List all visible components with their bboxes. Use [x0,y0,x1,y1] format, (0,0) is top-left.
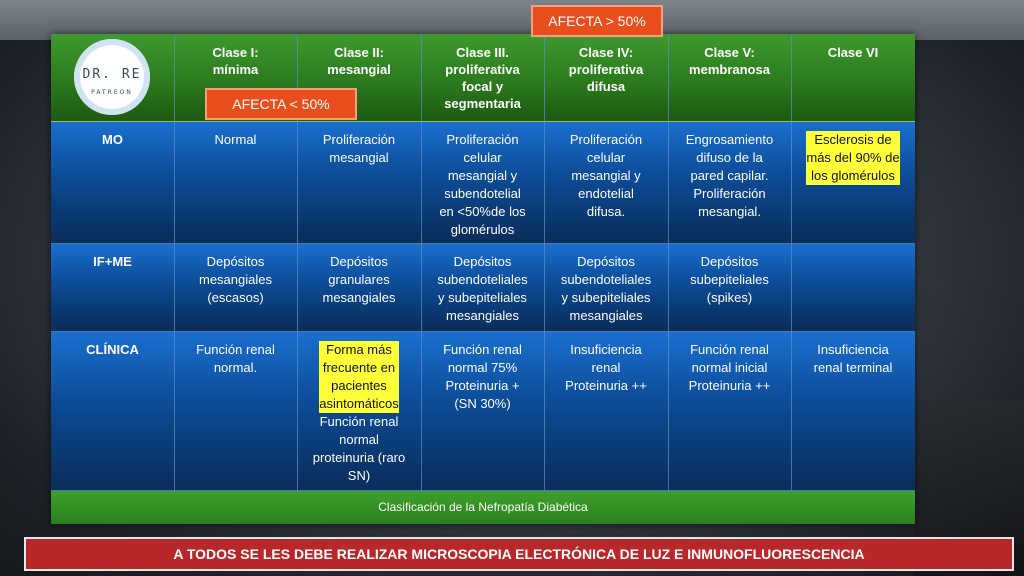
table-footer-caption: Clasificación de la Nefropatía Diabética [51,491,915,524]
mo-clase-1: Normal [214,132,257,147]
if-clase-4: Depósitos subendoteliales y subepiteliales mesangiales [560,254,652,323]
row-label-if-me: IF+ME [93,254,132,269]
mo-clase-2: Proliferación mesangial [322,132,396,165]
tag-afecta-menor-50: AFECTA < 50% [205,88,357,120]
header-clase-5: Clase V: membranosa [689,45,770,77]
if-clase-3: Depósitos subendoteliales y subepiteliales mesangiales [437,254,528,323]
row-label-mo: MO [102,132,123,147]
header-clase-1: Clase I: mínima [212,45,259,77]
header-clase-6: Clase VI [827,45,879,60]
clinica-clase-1: Función renal normal. [196,342,275,375]
logo [66,41,156,115]
if-clase-5: Depósitos subepiteliales (spikes) [690,254,769,305]
mo-clase-5: Engrosamiento difuso de la pared capilar. Proliferación mesangial. [685,132,774,219]
tag-afecta-mayor-50: AFECTA > 50% [531,5,663,37]
row-label-clinica: CLÍNICA [86,342,139,357]
mo-clase-3: Proliferación celular mesangial y subendotelial en <50%de los glomérulos [439,132,526,237]
classification-table [51,34,915,524]
clinica-clase-2-extra: Función renal normal proteinuria (raro SN) [312,414,406,483]
header-clase-4: Clase IV: proliferativa difusa [568,45,644,94]
header-clase-3: Clase III. proliferativa focal y segmentaria [444,45,521,111]
clinica-clase-6: Insuficiencia renal terminal [813,342,893,375]
mo-clase-6-highlight: Esclerosis de más del 90% de los glomérulos [806,132,900,183]
if-clase-1: Depósitos mesangiales (escasos) [199,254,272,305]
clinica-clase-4: Insuficiencia renal Proteinuria ++ [565,342,647,393]
logo-sub: PATREON [91,89,133,96]
clinica-clase-5: Función renal normal inicial Proteinuria ++ [688,342,771,393]
header-clase-2: Clase II: mesangial [327,45,391,77]
clinica-clase-3: Función renal normal 75% Proteinuria + (SN 30%) [443,342,522,411]
logo-name: DR. RE [82,67,142,82]
mo-clase-6-wrap [791,131,915,185]
bottom-banner: A TODOS SE LES DEBE REALIZAR MICROSCOPIA ELECTRÓNICA DE LUZ E INMUNOFLUORESCENCIA [24,537,1014,571]
clinica-clase-2-wrap [297,341,421,485]
if-clase-2: Depósitos granulares mesangiales [322,254,396,305]
column-divider [791,34,792,491]
mo-clase-4: Proliferación celular mesangial y endotelial difusa. [569,132,643,219]
clinica-clase-2-highlight: Forma más frecuente en pacientes asintomáticos [319,342,399,411]
